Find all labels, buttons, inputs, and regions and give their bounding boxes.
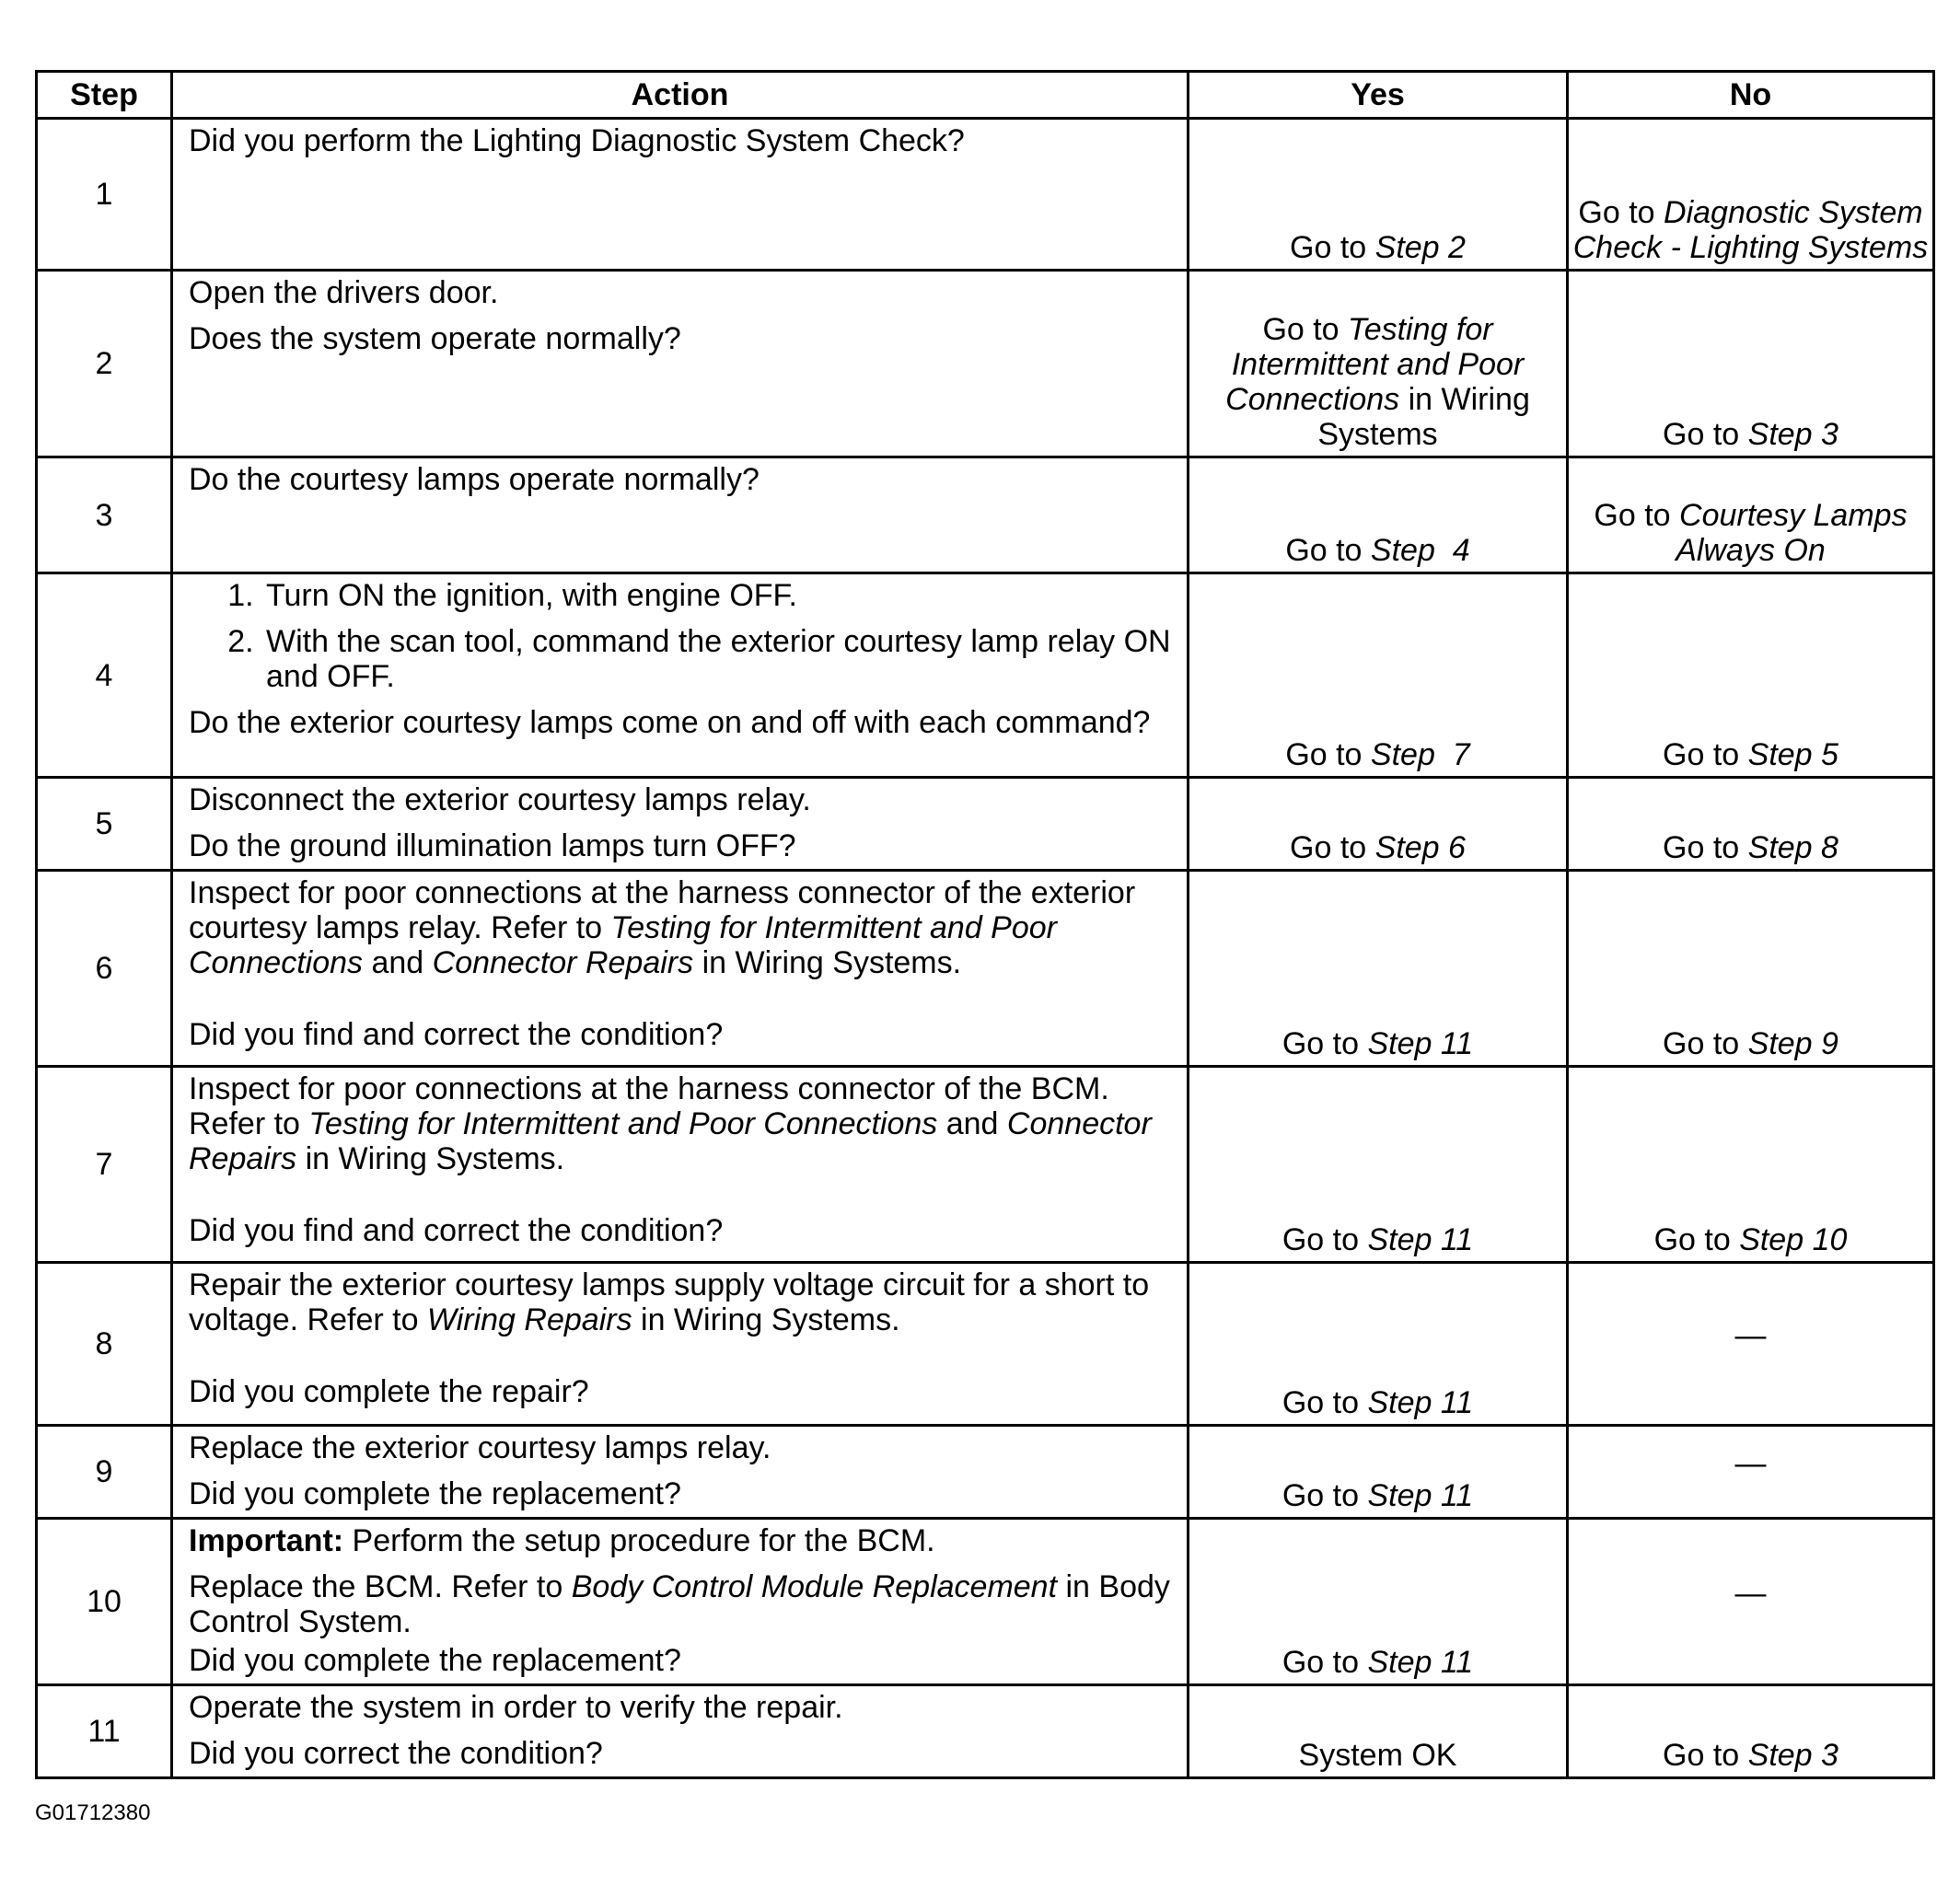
yes-cell <box>1189 1519 1568 1685</box>
action-text: in Wiring Systems. <box>296 1141 565 1176</box>
table-row <box>37 119 1934 271</box>
action-instruction: Replace the exterior courtesy lamps relay. <box>189 1430 771 1465</box>
no-reference: Step 9 <box>1747 1026 1838 1061</box>
action-cell <box>172 778 1189 871</box>
yes-prefix: Go to <box>1282 1645 1368 1680</box>
no-cell <box>1568 1263 1934 1426</box>
no-reference: Step 10 <box>1739 1222 1848 1257</box>
yes-value: System OK <box>1298 1738 1457 1773</box>
action-question: Do the exterior courtesy lamps come on and off with each command? <box>189 705 1151 740</box>
table-row <box>37 573 1934 778</box>
no-reference: Step 3 <box>1747 417 1838 452</box>
action-cell <box>172 271 1189 457</box>
yes-reference: Step 11 <box>1367 1026 1474 1061</box>
no-prefix: Go to <box>1663 1738 1748 1773</box>
action-list-item: 1. Turn ON the ignition, with engine OFF. <box>262 578 1176 613</box>
no-prefix: Go to <box>1663 1026 1748 1061</box>
action-cell <box>172 1685 1189 1778</box>
action-question: Did you correct the condition? <box>189 1736 603 1771</box>
no-prefix: Go to <box>1578 195 1664 230</box>
action-reference: Testing for Intermittent and Poor Connections <box>308 1106 938 1141</box>
diagnostic-table <box>35 70 1935 1779</box>
action-question: Did you complete the replacement? <box>189 1643 681 1678</box>
action-text: Inspect for poor connections at the harness connector of the exterior courtesy lamps relay. Refer to <box>189 875 1136 945</box>
action-text: in Wiring Systems. <box>632 1302 900 1337</box>
important-label: Important: <box>189 1523 344 1558</box>
action-instruction <box>189 1569 1176 1639</box>
action-reference: Connector Repairs <box>432 945 694 980</box>
yes-reference: Step 11 <box>1367 1478 1474 1513</box>
yes-cell <box>1189 119 1568 271</box>
action-reference: Wiring Repairs <box>426 1302 632 1337</box>
table-row <box>37 1263 1934 1426</box>
no-cell <box>1568 1067 1934 1263</box>
yes-cell <box>1189 1426 1568 1519</box>
step-number: 11 <box>37 1685 172 1778</box>
header-no: No <box>1568 72 1934 119</box>
yes-cell <box>1189 778 1568 871</box>
no-cell <box>1568 871 1934 1067</box>
no-prefix: Go to <box>1663 830 1748 865</box>
action-question: Did you find and correct the condition? <box>189 1213 724 1248</box>
table-row <box>37 1519 1934 1685</box>
yes-suffix: in Wiring Systems <box>1317 382 1530 452</box>
action-instruction <box>189 1071 1176 1176</box>
no-value: — <box>1734 1446 1767 1481</box>
no-reference: Courtesy Lamps Always On <box>1676 498 1908 568</box>
yes-reference: Step 11 <box>1367 1385 1474 1420</box>
action-text: Repair the exterior courtesy lamps supply voltage circuit for a short to voltage. Refer to <box>189 1267 1150 1337</box>
action-instruction <box>189 1267 1176 1337</box>
step-number: 1 <box>37 119 172 271</box>
important-text: Perform the setup procedure for the BCM. <box>343 1523 935 1558</box>
no-cell <box>1568 778 1934 871</box>
yes-reference: Step 7 <box>1370 737 1470 772</box>
action-question: Does the system operate normally? <box>189 321 681 356</box>
step-number: 6 <box>37 871 172 1067</box>
header-yes: Yes <box>1189 72 1568 119</box>
no-reference: Step 5 <box>1747 737 1838 772</box>
yes-prefix: Go to <box>1285 737 1371 772</box>
action-cell <box>172 1263 1189 1426</box>
yes-prefix: Go to <box>1285 533 1371 568</box>
step-number: 2 <box>37 271 172 457</box>
action-reference: Connector Repairs <box>189 1106 1152 1176</box>
action-question: Did you find and correct the condition? <box>189 1017 724 1052</box>
action-question: Did you complete the repair? <box>189 1374 589 1409</box>
action-instruction: Open the drivers door. <box>189 275 499 310</box>
step-number: 7 <box>37 1067 172 1263</box>
yes-cell <box>1189 871 1568 1067</box>
action-text: Inspect for poor connections at the harness connector of the BCM. Refer to <box>189 1071 1109 1141</box>
no-reference: Diagnostic System Check - Lighting Systems <box>1572 195 1929 265</box>
no-cell <box>1568 1426 1934 1519</box>
important-note <box>189 1523 1176 1558</box>
header-action: Action <box>172 72 1189 119</box>
action-cell <box>172 1067 1189 1263</box>
action-text: in Body Control System. <box>189 1569 1170 1639</box>
figure-id: G01712380 <box>35 1800 151 1825</box>
no-cell <box>1568 457 1934 573</box>
step-number: 10 <box>37 1519 172 1685</box>
no-prefix: Go to <box>1663 737 1748 772</box>
header-row <box>37 72 1934 119</box>
table-row <box>37 871 1934 1067</box>
yes-reference: Step 4 <box>1370 533 1470 568</box>
no-value: — <box>1734 1318 1767 1353</box>
yes-reference: Step 11 <box>1367 1645 1474 1680</box>
no-cell <box>1568 573 1934 778</box>
action-cell <box>172 871 1189 1067</box>
yes-reference: Step 11 <box>1367 1222 1474 1257</box>
action-cell <box>172 1426 1189 1519</box>
action-cell <box>172 457 1189 573</box>
no-reference: Step 8 <box>1747 830 1838 865</box>
yes-prefix: Go to <box>1282 1385 1368 1420</box>
table-row <box>37 1685 1934 1778</box>
action-cell <box>172 573 1189 778</box>
yes-prefix: Go to <box>1282 1222 1368 1257</box>
yes-prefix: Go to <box>1290 230 1375 265</box>
no-value: — <box>1734 1576 1767 1611</box>
action-reference: Testing for Intermittent and Poor Connections <box>189 910 1057 980</box>
table-row <box>37 1426 1934 1519</box>
no-prefix: Go to <box>1653 1222 1740 1257</box>
action-text: and <box>937 1106 1007 1141</box>
no-prefix: Go to <box>1663 417 1748 452</box>
table-row <box>37 778 1934 871</box>
no-cell <box>1568 119 1934 271</box>
action-instruction: Disconnect the exterior courtesy lamps relay. <box>189 782 811 817</box>
action-text: in Wiring Systems. <box>693 945 962 980</box>
action-cell <box>172 119 1189 271</box>
action-text: Replace the BCM. Refer to <box>189 1569 572 1604</box>
step-number: 3 <box>37 457 172 573</box>
no-cell <box>1568 1519 1934 1685</box>
yes-prefix: Go to <box>1282 1026 1368 1061</box>
action-cell <box>172 1519 1189 1685</box>
yes-cell <box>1189 1067 1568 1263</box>
step-number: 4 <box>37 573 172 778</box>
step-number: 8 <box>37 1263 172 1426</box>
no-cell <box>1568 1685 1934 1778</box>
header-step: Step <box>37 72 172 119</box>
yes-cell <box>1189 1263 1568 1426</box>
step-number: 5 <box>37 778 172 871</box>
table-row <box>37 271 1934 457</box>
table-row <box>37 457 1934 573</box>
table-row <box>37 1067 1934 1263</box>
yes-cell <box>1189 1685 1568 1778</box>
action-instruction <box>189 875 1176 980</box>
no-cell <box>1568 271 1934 457</box>
action-question: Do the ground illumination lamps turn OFF? <box>189 828 796 863</box>
no-reference: Step 3 <box>1747 1738 1838 1773</box>
yes-cell <box>1189 271 1568 457</box>
no-prefix: Go to <box>1594 498 1680 533</box>
yes-prefix: Go to <box>1290 830 1375 865</box>
action-question: Did you perform the Lighting Diagnostic System Check? <box>189 123 965 158</box>
yes-prefix: Go to <box>1282 1478 1368 1513</box>
yes-cell <box>1189 457 1568 573</box>
yes-reference: Step 6 <box>1374 830 1466 865</box>
yes-reference: Testing for Intermittent and Poor Connections <box>1225 312 1525 417</box>
action-text: and <box>363 945 433 980</box>
action-instruction: Operate the system in order to verify the repair. <box>189 1690 843 1725</box>
yes-prefix: Go to <box>1262 312 1349 347</box>
action-list-item: 2. With the scan tool, command the exterior courtesy lamp relay ON and OFF. <box>262 624 1176 694</box>
yes-cell <box>1189 573 1568 778</box>
yes-reference: Step 2 <box>1374 230 1466 265</box>
action-question: Do the courtesy lamps operate normally? <box>189 462 760 497</box>
step-number: 9 <box>37 1426 172 1519</box>
action-reference: Body Control Module Replacement <box>571 1569 1058 1604</box>
action-step-list <box>189 578 1176 694</box>
action-question: Did you complete the replacement? <box>189 1476 681 1511</box>
